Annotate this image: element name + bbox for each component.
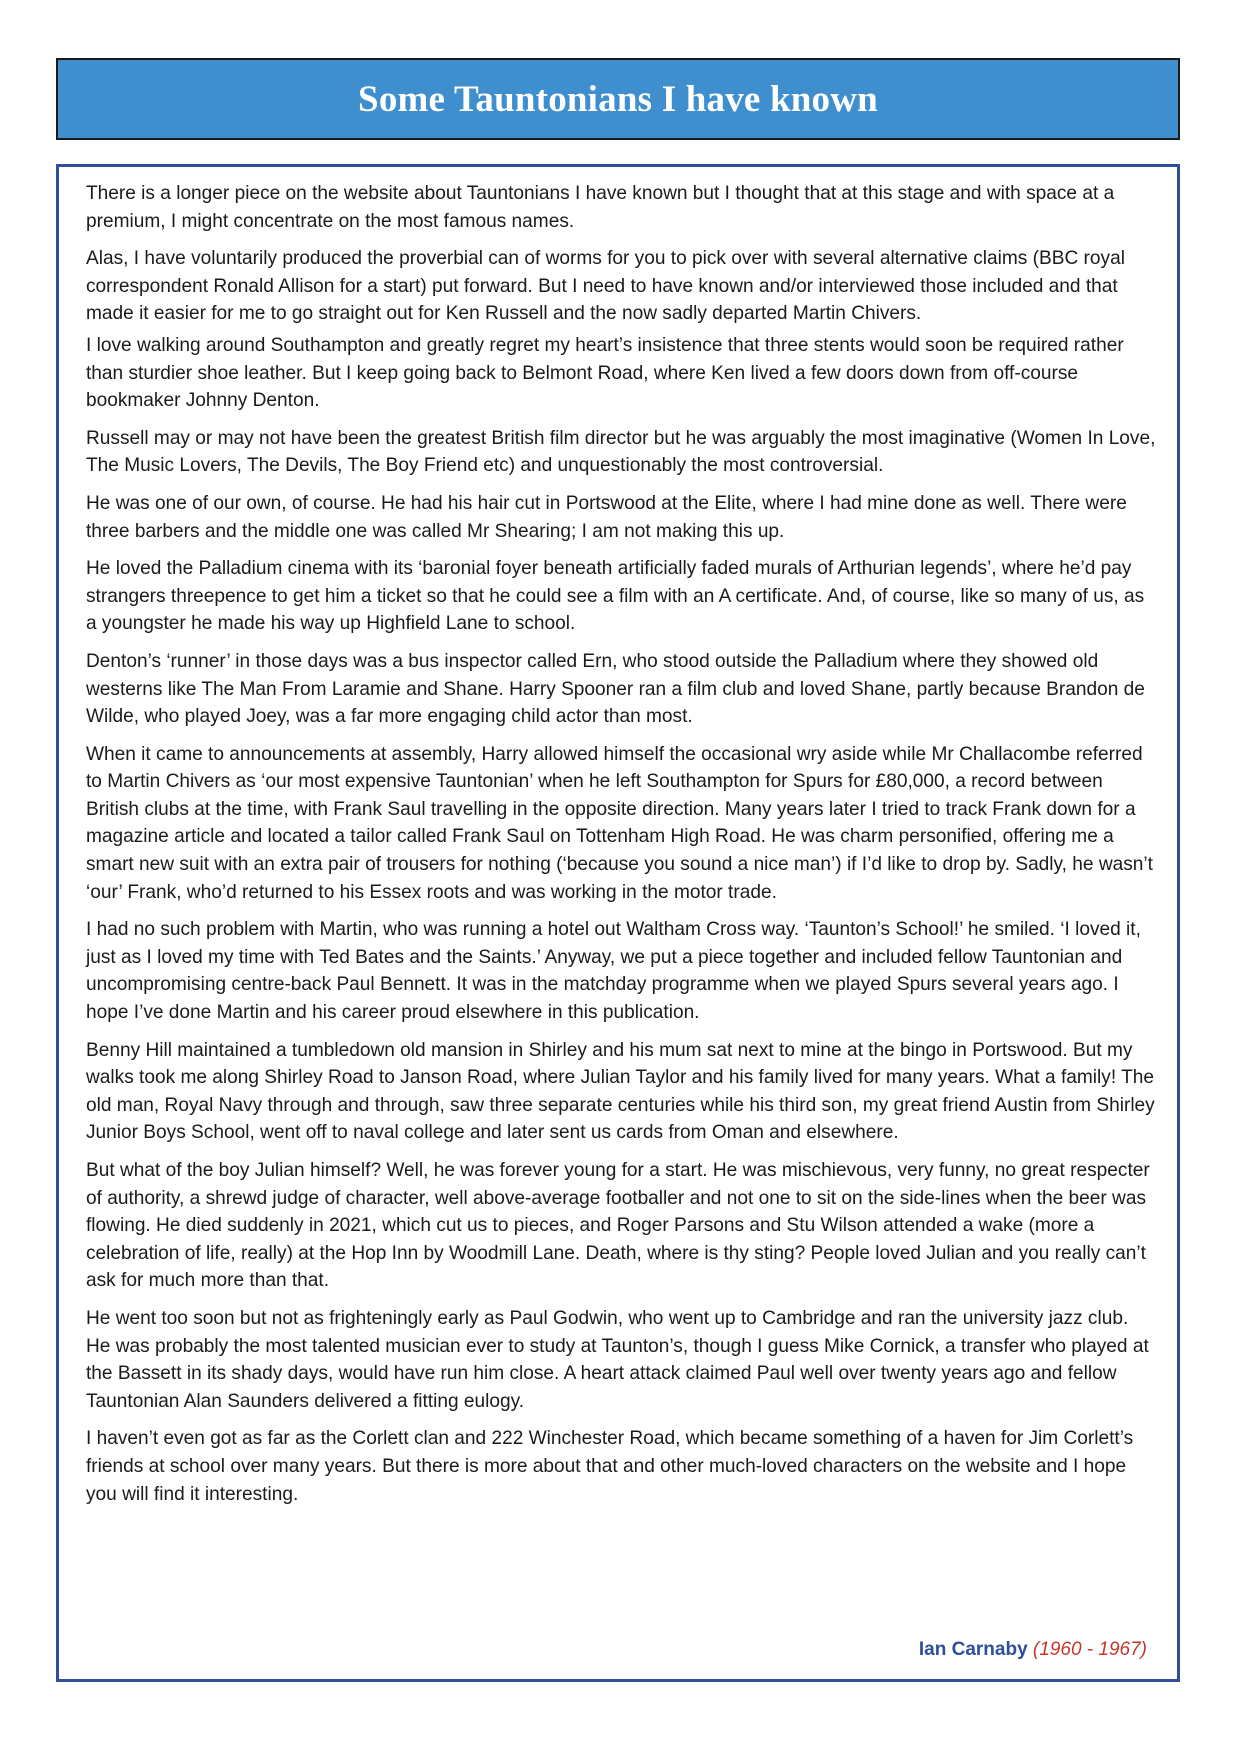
author-years: (1960 - 1967) bbox=[1032, 1639, 1147, 1660]
paragraph: Benny Hill maintained a tumbledown old mansion in Shirley and his mum sat next to mine at the bingo in Portswood. But my walks took me along Shirley Road to Janson Road, where Julian Taylor and his family lived for many years. What a family! The old man, Royal Navy through and through, saw three separate centuries while his third son, my great friend Austin from Shirley Junior Boys School, went off to naval college and later sent us cards from Oman and elsewhere. bbox=[86, 1039, 1155, 1144]
paragraph: Denton’s ‘runner’ in those days was a bus inspector called Ern, who stood outside the Palladium where they showed old westerns like The Man From Laramie and Shane. Harry Spooner ran a film club and loved Shane, partly because Brandon de Wilde, who played Joey, was a far more engaging child actor than most. bbox=[86, 650, 1145, 728]
title-banner bbox=[56, 58, 1180, 140]
paragraph: Russell may or may not have been the greatest British film director but he was arguably the most imaginative (Women In Love, The Music Lovers, The Devils, The Boy Friend etc) and unquestionably the most controversial. bbox=[86, 427, 1156, 477]
article-body bbox=[56, 164, 1180, 1682]
author-name: Ian Carnaby bbox=[918, 1639, 1028, 1660]
paragraph: When it came to announcements at assembly, Harry allowed himself the occasional wry aside while Mr Challacombe referred to Martin Chivers as ‘our most expensive Tauntonian’ when he left Southampton for Spurs for £80,000, a record between British clubs at the time, with Frank Saul travelling in the opposite direction. Many years later I tried to track Frank down for a magazine article and located a tailor called Frank Saul on Tottenham High Road. He was charm personified, offering me a smart new suit with an extra pair of trousers for nothing (‘because you sound a nice man’) if I’d like to drop by. Sadly, he wasn’t ‘our’ Frank, who’d returned to his Essex roots and was working in the motor trade. bbox=[86, 743, 1153, 903]
author-signature bbox=[919, 1639, 1147, 1661]
paragraph: I had no such problem with Martin, who was running a hotel out Waltham Cross way. ‘Taunton’s School!’ he smiled. ‘I loved it, just as I loved my time with Ted Bates and the Saints.’ Anyway, we put a piece together and included fellow Tauntonian and uncompromising centre-back Paul Bennett. It was in the matchday programme when we played Spurs several years ago. I hope I’ve done Martin and his career proud elsewhere in this publication. bbox=[86, 919, 1141, 1024]
paragraph: Alas, I have voluntarily produced the proverbial can of worms for you to pick over with several alternative claims (BBC royal correspondent Ronald Allison for a start) put forward. But I need to have known and/or interviewed those included and that made it easier for me to go straight out for Ken Russell and the now sadly departed Martin Chivers. bbox=[86, 248, 1125, 325]
paragraph: But what of the boy Julian himself? Well, he was forever young for a start. He was mischievous, very funny, no great respecter of authority, a shrewd judge of character, well above-average footballer and not one to sit on the side-lines when the beer was flowing. He died suddenly in 2021, which cut us to pieces, and Roger Parsons and Stu Wilson attended a wake (more a celebration of life, really) at the Hop Inn by Woodmill Lane. Death, where is thy sting? People loved Julian and you really can’t ask for much more than that. bbox=[86, 1160, 1150, 1292]
paragraph: He was one of our own, of course. He had his hair cut in Portswood at the Elite, where I had mine done as well. There were three barbers and the middle one was called Mr Shearing; I am not making this up. bbox=[86, 492, 1127, 542]
paragraph: He loved the Palladium cinema with its ‘baronial foyer beneath artificially faded murals of Arthurian legends’, where he’d pay strangers threepence to get him a ticket so that he could see a film with an A certificate. And, of course, like so many of us, as a youngster he made his way up Highfield Lane to school. bbox=[86, 558, 1145, 635]
page-title: Some Tauntonians I have known bbox=[358, 78, 878, 120]
paragraph: There is a longer piece on the website about Tauntonians I have known but I thought that at this stage and with space at a premium, I might concentrate on the most famous names. bbox=[86, 183, 1115, 232]
paragraph: I love walking around Southampton and greatly regret my heart’s insistence that three stents would soon be required rather than sturdier shoe leather. But I keep going back to Belmont Road, where Ken lived a few doors down from off-course bookmaker Johnny Denton. bbox=[86, 334, 1124, 412]
paragraph: He went too soon but not as frighteningly early as Paul Godwin, who went up to Cambridge and ran the university jazz club. He was probably the most talented musician ever to study at Taunton’s, though I guess Mike Cornick, a transfer who played at the Bassett in its shady days, would have run him close. A heart attack claimed Paul well over twenty years ago and fellow Tauntonian Alan Saunders delivered a fitting eulogy. bbox=[86, 1307, 1149, 1412]
paragraph: I haven’t even got as far as the Corlett clan and 222 Winchester Road, which became something of a haven for Jim Corlett’s friends at school over many years. But there is more about that and other much-loved characters on the website and I hope you will find it interesting. bbox=[86, 1428, 1134, 1505]
